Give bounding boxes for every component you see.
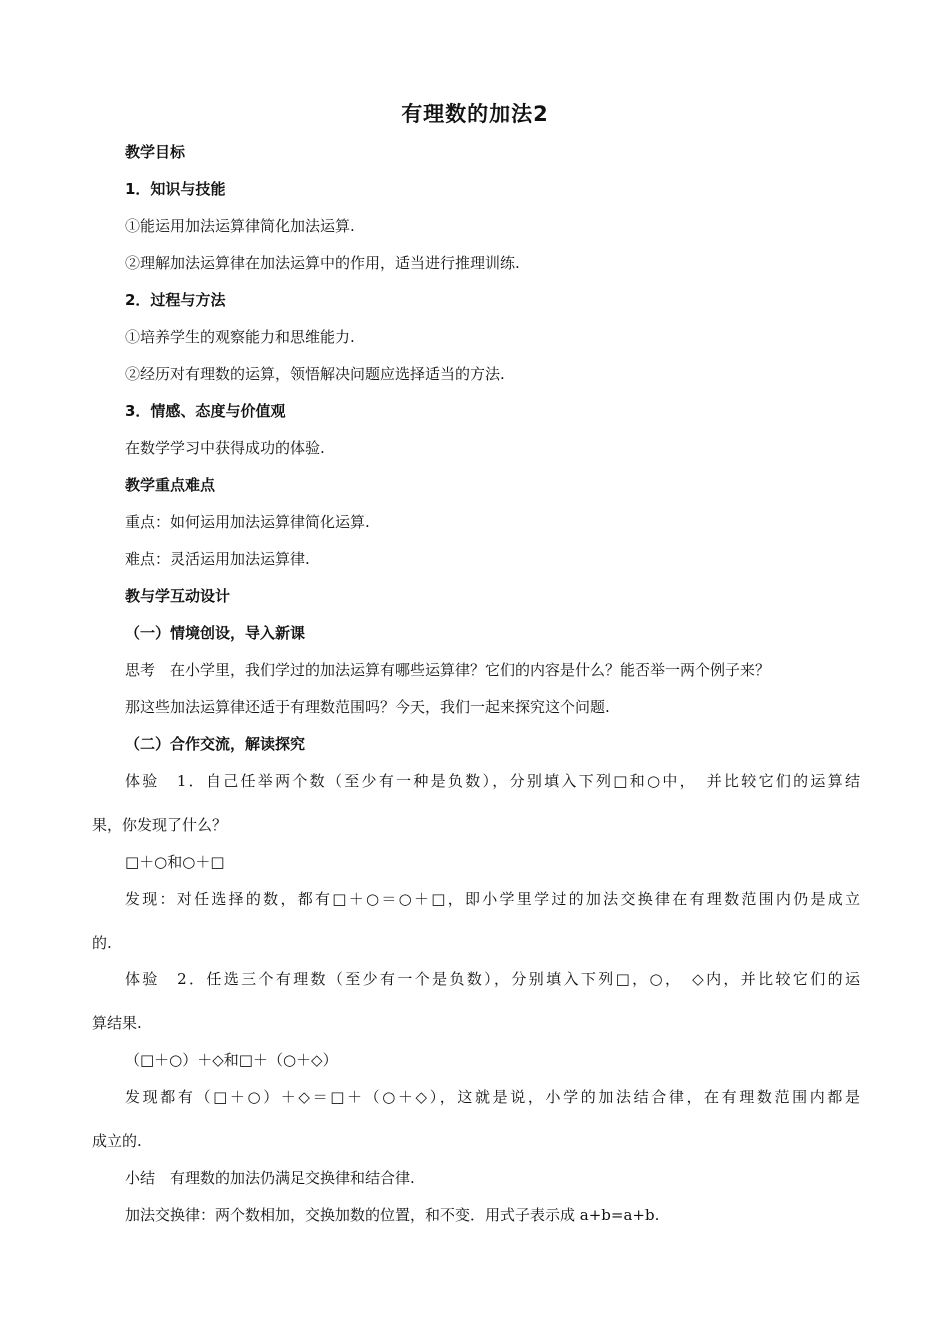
section2-heading: 2．过程与方法 <box>125 291 226 309</box>
experience2-formula: （□＋○）＋◇和□＋（○＋◇） <box>125 1051 338 1069</box>
think-line-1: 思考 在小学里，我们学过的加法运算有哪些运算律？它们的内容是什么？能否举一两个例子来？ <box>125 661 771 679</box>
finding2-line-1: 发现都有（□＋○）＋◇＝□＋（○＋◇），这就是说，小学的加法结合律，在有理数范围内都是 <box>125 1088 860 1106</box>
objectives-heading: 教学目标 <box>125 143 186 161</box>
difficult-point: 难点：灵活运用加法运算律. <box>125 550 310 568</box>
key-point: 重点：如何运用加法运算律简化运算. <box>125 513 370 531</box>
section3-heading: 3．情感、态度与价值观 <box>125 402 286 420</box>
experience2-line-1: 体验 2．任选三个有理数（至少有一个是负数），分别填入下列□，○， ◇内，并比较它们的运 <box>125 970 860 988</box>
experience1-formula: □＋○和○＋□ <box>125 853 225 871</box>
section1-item1: ①能运用加法运算律简化加法运算. <box>125 217 355 235</box>
section2-item2: ②经历对有理数的运算，领悟解决问题应选择适当的方法. <box>125 365 505 383</box>
finding1-line-2: 的. <box>92 934 112 952</box>
section3-item1: 在数学学习中获得成功的体验. <box>125 439 325 457</box>
part2-heading: （二）合作交流，解读探究 <box>125 735 306 753</box>
experience1-line-2: 果，你发现了什么？ <box>92 816 228 834</box>
think-line-2: 那这些加法运算律还适于有理数范围吗？今天，我们一起来探究这个问题. <box>125 698 610 716</box>
summary-line: 小结 有理数的加法仍满足交换律和结合律. <box>125 1169 415 1187</box>
finding2-line-2: 成立的. <box>92 1132 142 1150</box>
experience2-line-2: 算结果. <box>92 1014 142 1032</box>
commutative-law-line: 加法交换律：两个数相加，交换加数的位置，和不变．用式子表示成 a+b=a+b. <box>125 1206 660 1224</box>
section1-heading: 1．知识与技能 <box>125 180 226 198</box>
keypoints-heading: 教学重点难点 <box>125 476 216 494</box>
experience1-line-1: 体验 1．自己任举两个数（至少有一种是负数），分别填入下列□和○中， 并比较它们的运算结 <box>125 772 860 790</box>
section1-item2: ②理解加法运算律在加法运算中的作用，适当进行推理训练. <box>125 254 520 272</box>
section2-item1: ①培养学生的观察能力和思维能力. <box>125 328 355 346</box>
document-title: 有理数的加法2 <box>401 102 549 126</box>
design-heading: 教与学互动设计 <box>125 587 231 605</box>
part1-heading: （一）情境创设，导入新课 <box>125 624 306 642</box>
finding1-line-1: 发现：对任选择的数，都有□＋○＝○＋□，即小学里学过的加法交换律在有理数范围内仍是成立 <box>125 890 860 908</box>
